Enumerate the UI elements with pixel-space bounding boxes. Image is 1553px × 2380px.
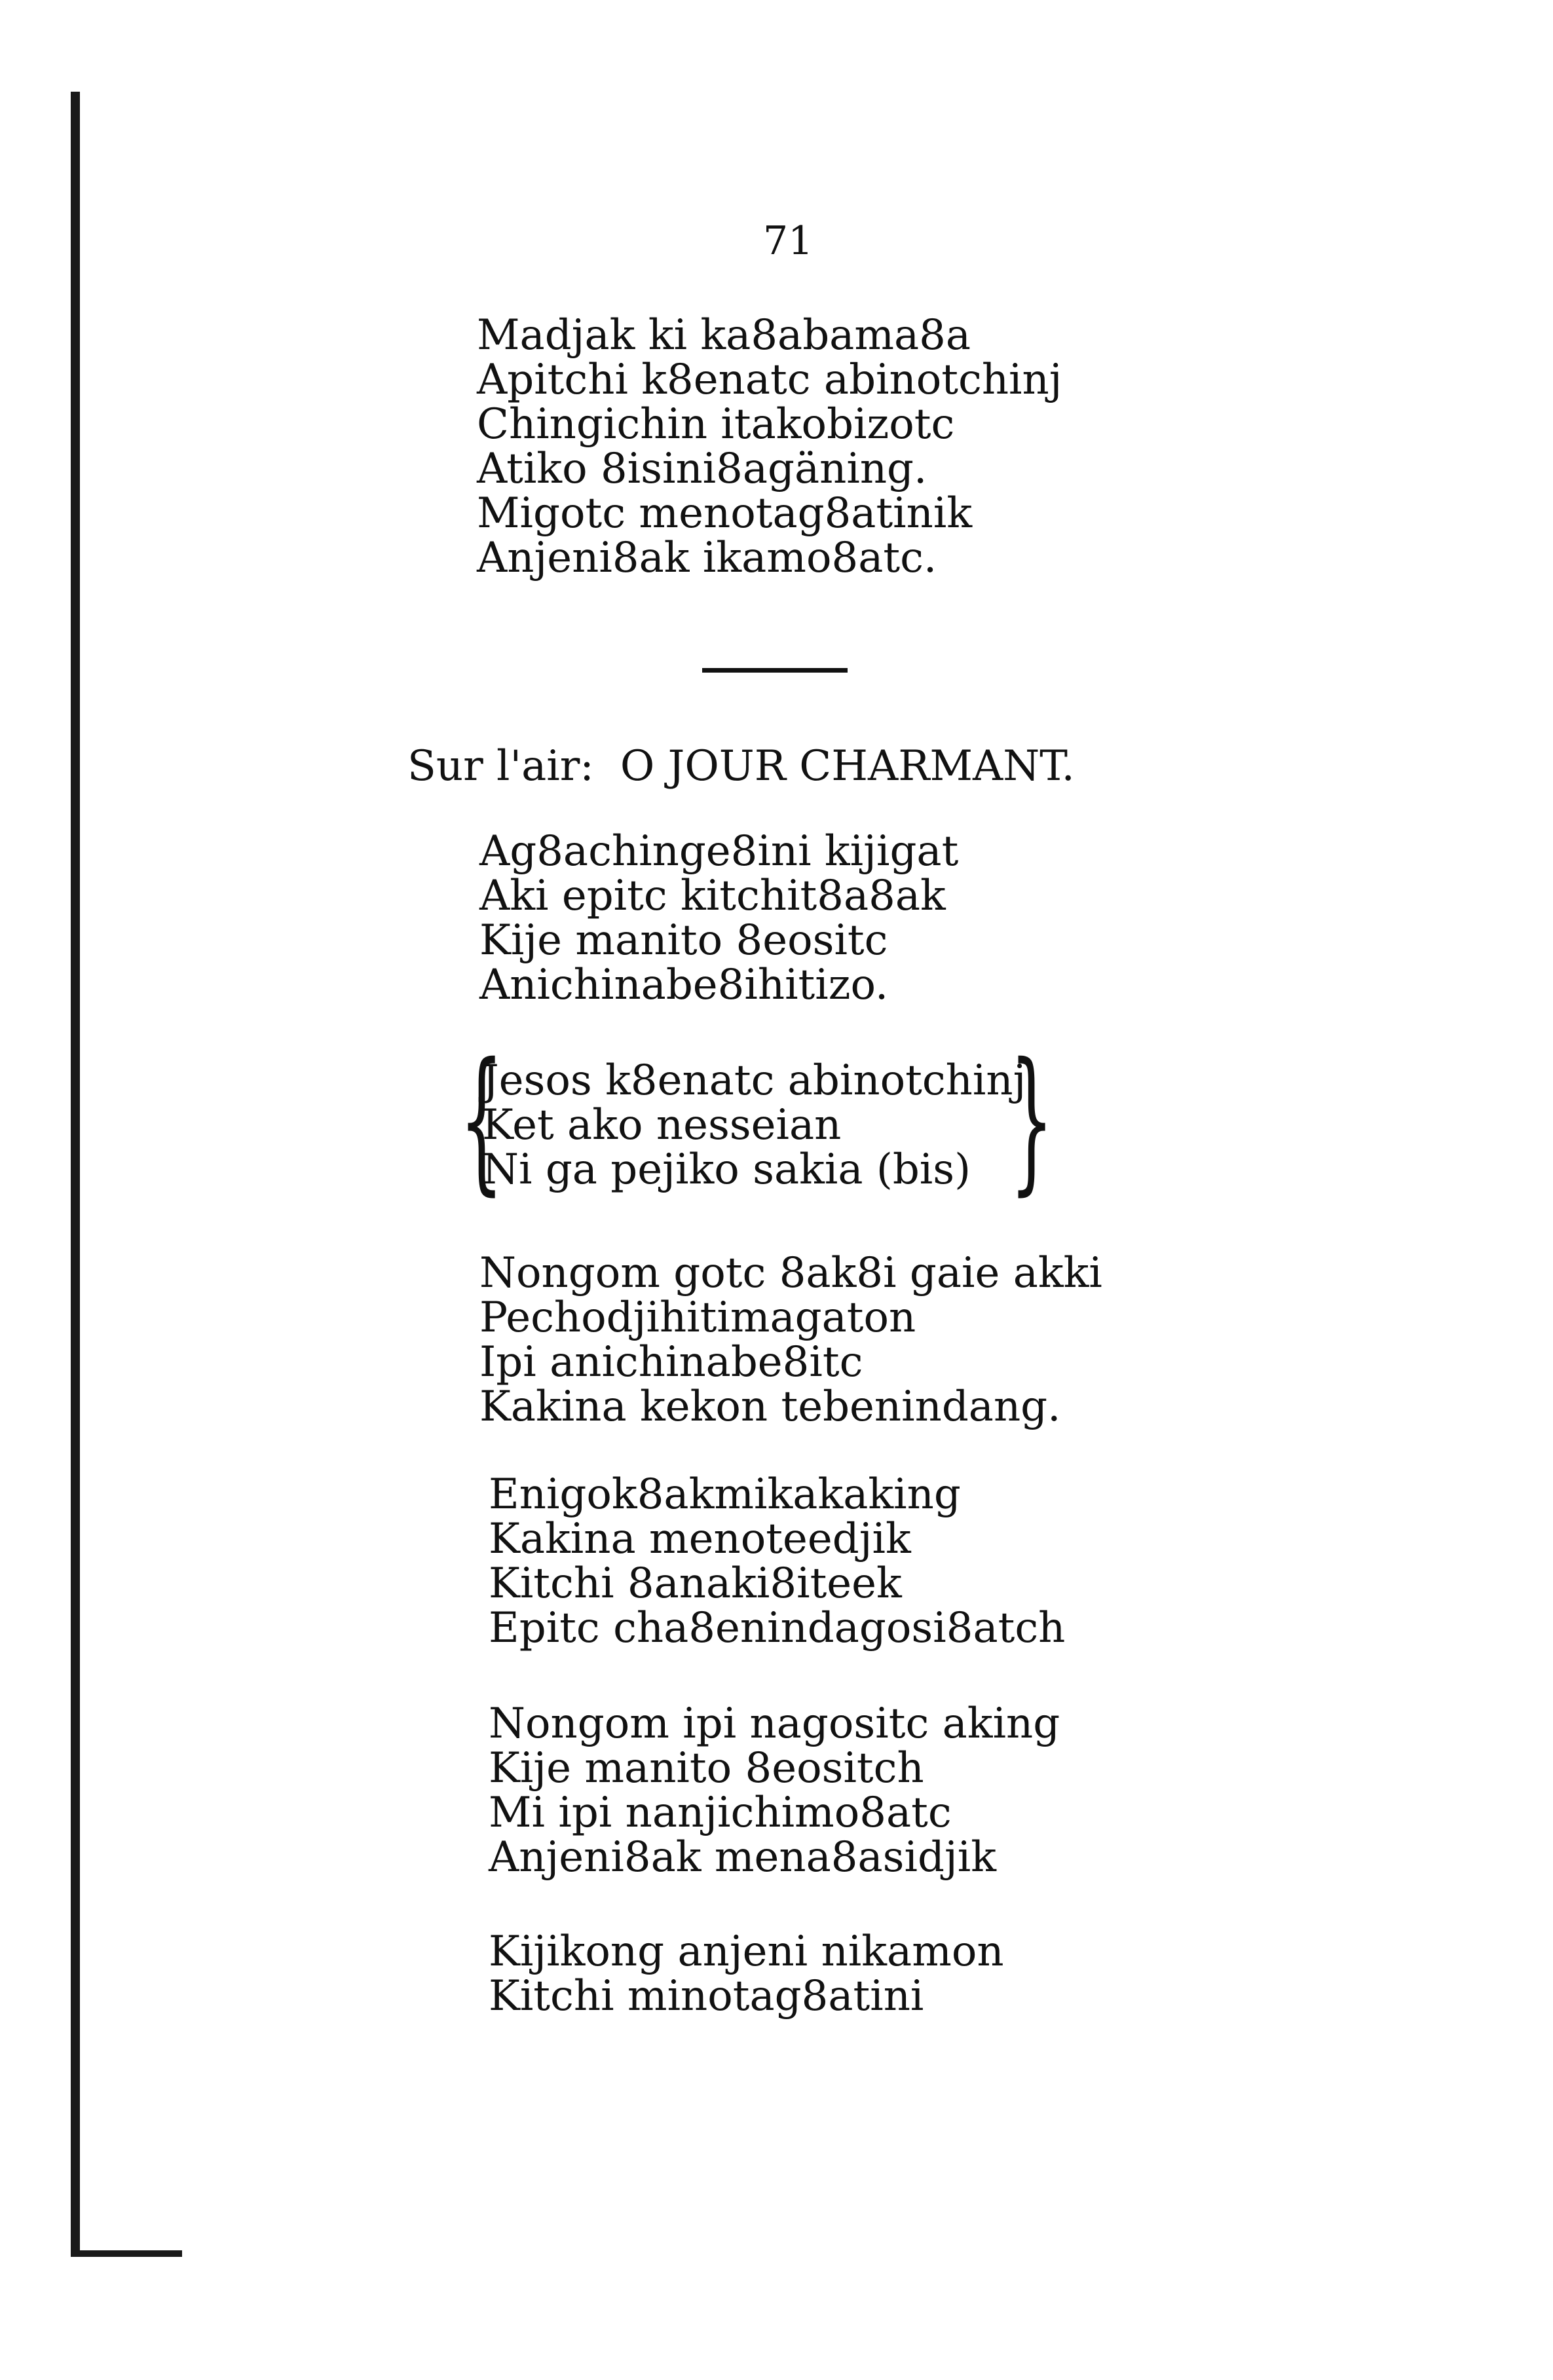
verse-line: Mi ipi nanjichimo8atc	[489, 1789, 952, 1837]
refrain-line: Jesos k8enatc abinotchinj	[482, 1056, 1026, 1105]
refrain-line: Ket ako nesseian	[482, 1101, 842, 1149]
verse-line: Pechodjihitimagaton	[479, 1293, 916, 1342]
verse-line: Kakina menoteedjik	[489, 1515, 911, 1563]
verse-line: Enigok8akmikakaking	[489, 1470, 961, 1519]
verse-line: Anichinabe8ihitizo.	[479, 961, 889, 1009]
refrain-brace-right: }	[1009, 1030, 1054, 1210]
refrain-brace-left: {	[459, 1030, 504, 1210]
verse-line: Chingichin itakobizotc	[477, 400, 955, 449]
verse-line: Madjak ki ka8abama8a	[477, 311, 971, 360]
stanza-1	[477, 313, 1062, 580]
verse-line: Anjeni8ak mena8asidjik	[489, 1833, 997, 1882]
verse-line: Epitc cha8enindagosi8atch	[489, 1604, 1066, 1652]
refrain-line: Ni ga pejiko sakia (bis)	[482, 1145, 971, 1194]
page-number: 71	[763, 218, 814, 264]
verse-line: Aki epitc kitchit8a8ak	[479, 872, 946, 920]
section-divider	[702, 668, 848, 673]
verse-line: Kije manito 8eositc	[479, 916, 888, 965]
verse-line: Atiko 8isini8agäning.	[477, 445, 927, 493]
stanza-2	[479, 829, 958, 1007]
tune-heading	[407, 744, 1075, 789]
verse-line: Nongom gotc 8ak8i gaie akki	[479, 1249, 1102, 1297]
verse-line: Ipi anichinabe8itc	[479, 1338, 863, 1386]
verse-line: Nongom ipi nagositc aking	[489, 1700, 1060, 1748]
verse-line: Kitchi minotag8atini	[489, 1972, 924, 2020]
stanza-6	[489, 1929, 1004, 2018]
binding-edge	[71, 92, 80, 2253]
verse-line: Kitchi 8anaki8iteek	[489, 1559, 902, 1608]
verse-line: Kakina kekon tebenindang.	[479, 1383, 1061, 1431]
tune-title: O JOUR CHARMANT.	[620, 742, 1075, 790]
verse-line: Migotc menotag8atinik	[477, 489, 973, 538]
binding-foot	[71, 2250, 182, 2257]
verse-line: Kijikong anjeni nikamon	[489, 1927, 1004, 1976]
stanza-5	[489, 1701, 1060, 1880]
verse-line: Apitchi k8enatc abinotchinj	[477, 356, 1062, 404]
refrain	[482, 1058, 1026, 1192]
tune-label: Sur l'air:	[407, 742, 594, 790]
stanza-4	[489, 1472, 1065, 1650]
stanza-3	[479, 1251, 1102, 1429]
verse-line: Anjeni8ak ikamo8atc.	[477, 534, 937, 582]
verse-line: Kije manito 8eositch	[489, 1744, 924, 1793]
verse-line: Ag8achinge8ini kijigat	[479, 827, 959, 876]
